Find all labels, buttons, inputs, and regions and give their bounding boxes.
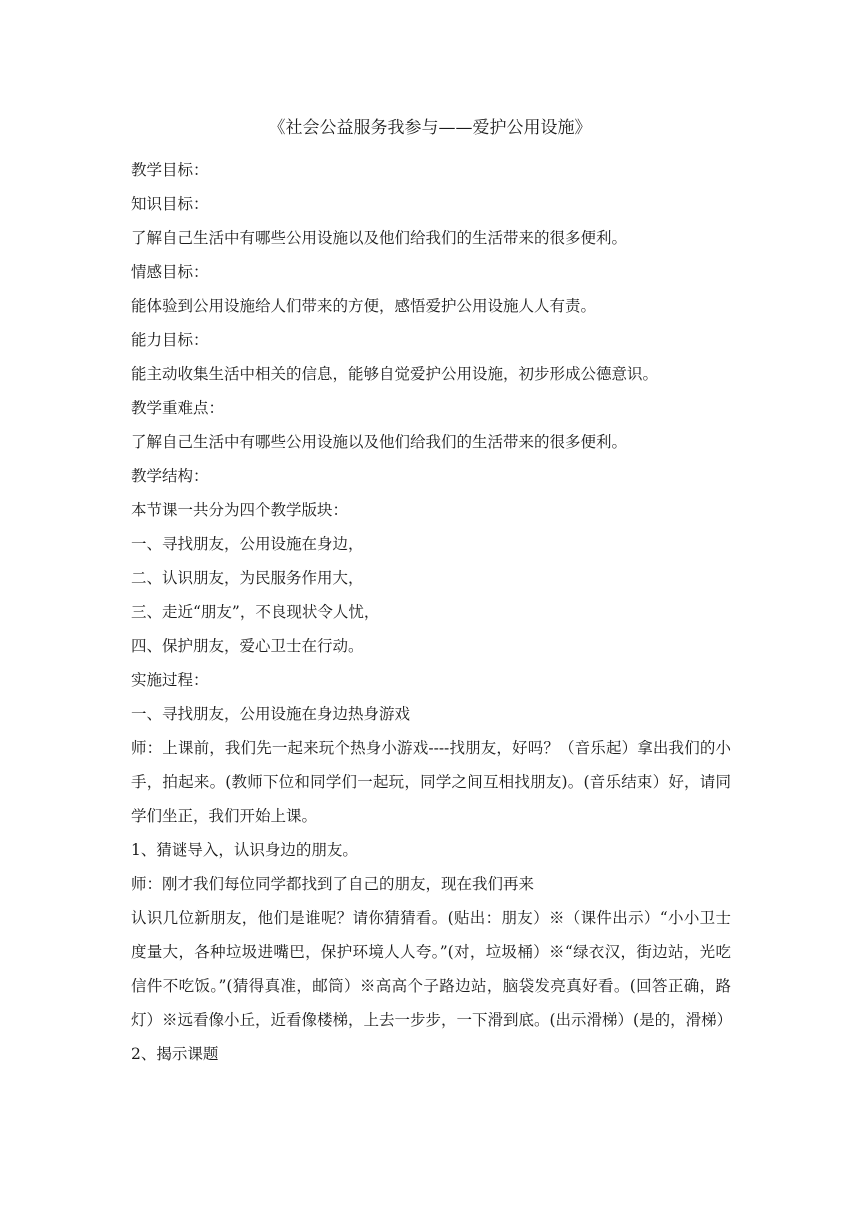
paragraph-teacher-line: 师：刚才我们每位同学都找到了自己的朋友，现在我们再来 [131,875,535,893]
heading-knowledge-goal: 知识目标： [131,195,209,213]
list-item-structure-2: 二、认识朋友，为民服务作用大， [131,569,364,587]
list-item-structure-1: 一、寻找朋友，公用设施在身边， [131,535,364,553]
heading-process: 实施过程： [131,671,209,689]
paragraph-emotion-goal: 能体验到公用设施给人们带来的方便，感悟爱护公用设施人人有责。 [131,297,597,315]
paragraph-riddles: 认识几位新朋友，他们是谁呢？请你猜猜看。(贴出：朋友）※（课件出示）“小小卫士度量大，各种垃圾进嘴巴，保护环境人人夸。”(对，垃圾桶）※“绿衣汉，街边站，光吃信件不吃饭。”(猜得真准，邮筒）※高高个子路边站，脑袋发亮真好看。(回答正确，路灯）※远看像小丘，近看像楼梯，上去一步步，一下滑到底。(出示滑梯）(是的，滑梯） [131,909,733,1029]
document-body [131,153,731,1071]
paragraph-knowledge-goal: 了解自己生活中有哪些公用设施以及他们给我们的生活带来的很多便利。 [131,229,628,247]
heading-emotion-goal: 情感目标： [131,263,209,281]
list-item-structure-3: 三、走近“朋友”，不良现状令人忧， [131,603,380,621]
heading-teaching-structure: 教学结构： [131,467,209,485]
document-title: 《社会公益服务我参与——爱护公用设施》 [268,118,592,138]
paragraph-structure-intro: 本节课一共分为四个教学版块： [131,501,349,519]
list-item-structure-4: 四、保护朋友，爱心卫士在行动。 [131,637,364,655]
paragraph-warmup-game: 师：上课前，我们先一起来玩个热身小游戏----找朋友，好吗？（音乐起）拿出我们的小手，拍起来。(教师下位和同学们一起玩，同学之间互相找朋友)。(音乐结束）好，请同学们坐正，我们开始上课。 [131,739,731,825]
heading-key-points: 教学重难点： [131,399,225,417]
heading-process-section-1: 一、寻找朋友，公用设施在身边热身游戏 [131,705,411,723]
paragraph-key-points: 了解自己生活中有哪些公用设施以及他们给我们的生活带来的很多便利。 [131,433,628,451]
heading-riddle-intro: 1、猜谜导入，认识身边的朋友。 [131,841,358,859]
heading-teaching-goals: 教学目标： [131,161,209,179]
paragraph-ability-goal: 能主动收集生活中相关的信息，能够自觉爱护公用设施，初步形成公德意识。 [131,365,659,383]
heading-reveal-topic: 2、揭示课题 [131,1045,219,1063]
heading-ability-goal: 能力目标： [131,331,209,349]
